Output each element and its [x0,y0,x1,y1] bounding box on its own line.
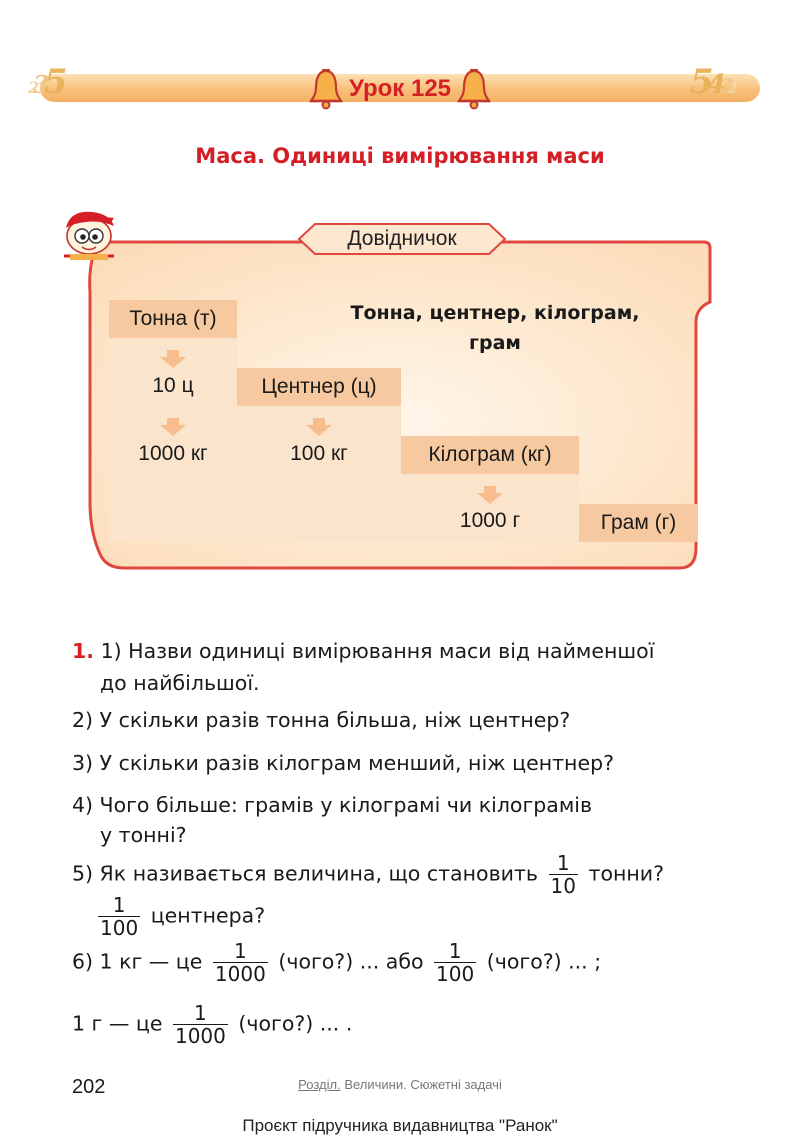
unit-label-centner: Центнер (ц) [237,368,401,406]
fraction-1-1000: $\frac{1}{1000}$ [214,939,266,986]
q7-text-a: 1 г — це [72,1011,163,1036]
q6-text-c: (чого?) ... ; [486,949,602,974]
tonne-in-kilograms: 1000 кг [138,442,208,465]
q6-text-b: (чого?) ... або [278,949,424,974]
fraction-1-1000: $\frac{1}{1000}$ [174,1001,226,1048]
exercise-q2: 2) У скільки разів тонна більша, ніж центнер? [72,708,571,732]
decorative-numbers-right: 5432 [690,62,732,102]
reference-tab-label: Довідничок [347,227,457,250]
exercise-q4-line1: 4) Чого більше: грамів у кілограмі чи кілограмів [72,793,593,817]
fraction-1-100: $\frac{1}{100}$ [436,939,475,986]
fraction-1-10: $\frac{1}{10}$ [550,851,576,898]
q7-text-b: (чого?) ... . [238,1011,353,1036]
down-arrow-icon [159,418,187,436]
q1-line2: до найбільшої. [100,671,260,695]
mascot-icon [56,206,122,264]
exercise-q4-line2: у тонні? [100,823,187,847]
unit-label-gram: Грам (г) [579,504,698,542]
section-text: Величини. Сюжетні задачі [344,1077,502,1092]
reference-heading-line2: грам [469,332,521,354]
q5-text-a: 5) Як називається величина, що становить [72,861,538,886]
exercise-q3: 3) У скільки разів кілограм менший, ніж центнер? [72,751,614,775]
q1-line1: 1) Назви одиниці вимірювання маси від найменшої [100,639,655,663]
q5-text-b: тонни? [588,861,665,886]
exercise-q7 [72,1002,352,1047]
down-arrow-icon [305,418,333,436]
footer-section [0,1077,800,1092]
unit-label-tonne: Тонна (т) [109,300,237,338]
down-arrow-icon [159,350,187,368]
exercise-q5-line1 [72,852,664,897]
bell-icon [457,68,491,110]
down-arrow-icon [476,486,504,504]
fraction-1-100: $\frac{1}{100}$ [100,893,139,940]
unit-label-kilogram: Кілограм (кг) [401,436,579,474]
page-title: Маса. Одиниці вимірювання маси [195,144,605,168]
exercise-q5-line2 [98,894,265,939]
reference-heading [300,298,690,358]
lesson-title [290,68,510,110]
reference-heading-line1: Тонна, центнер, кілограм, [350,302,640,324]
project-note: Проєкт підручника видавництва "Ранок" [242,1116,558,1135]
exercise-q6 [72,940,601,985]
exercise-q1 [72,636,752,666]
bell-icon [309,68,343,110]
q5-text-c: центнера? [150,903,266,928]
centner-in-kilograms: 100 кг [290,442,348,465]
lesson-label: Урок 125 [348,75,452,102]
tonne-in-centners: 10 ц [152,374,194,397]
exercise-number: 1. [72,639,95,663]
kilogram-in-grams: 1000 г [459,509,521,532]
q6-text-a: 6) 1 кг — це [72,949,203,974]
decorative-numbers-left: 235 [28,62,62,102]
section-label: Розділ. [298,1077,341,1092]
page-number: 202 [72,1076,106,1098]
